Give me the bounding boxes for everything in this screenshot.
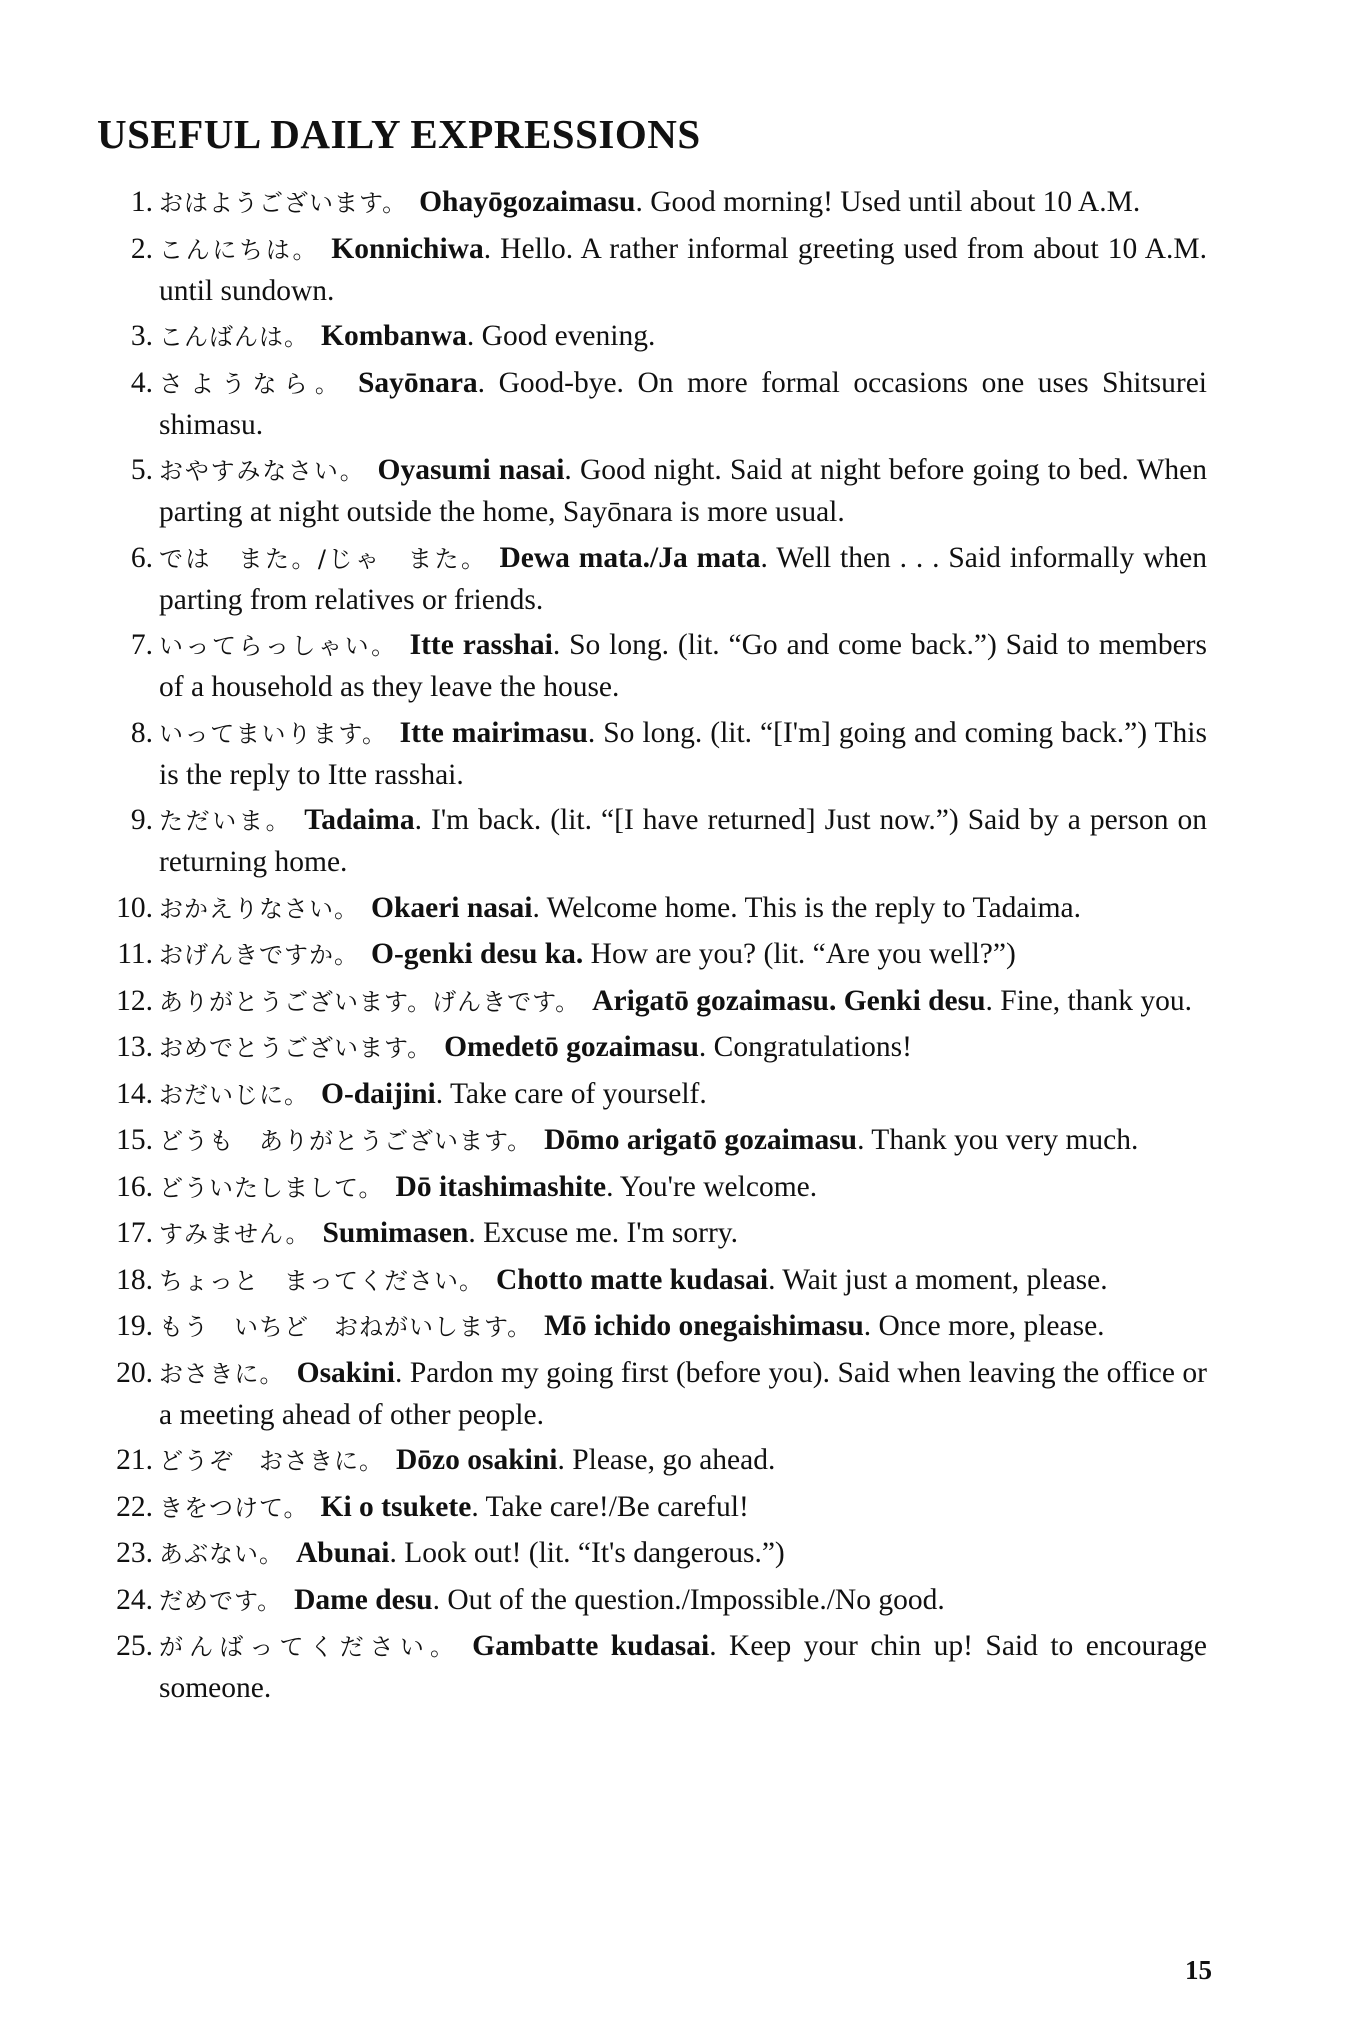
definition-text: . So long. (lit. “[I'm] going and coming back.”) This is the reply to Itte rasshai. xyxy=(159,716,1207,791)
definition-text: . Fine, thank you. xyxy=(985,984,1193,1017)
entry-number: 8. xyxy=(130,716,153,749)
expressions-list xyxy=(97,182,1207,1714)
definition-text: . Keep your chin up! Said to encourage someone. xyxy=(159,1630,1207,1704)
japanese-text: すみません。 xyxy=(159,1220,311,1248)
romaji-text: Dame desu xyxy=(294,1583,433,1616)
expression-entry xyxy=(97,1487,1207,1529)
page-number: 15 xyxy=(1185,1955,1212,1985)
definition-text: . Take care of yourself. xyxy=(435,1077,707,1110)
entry-number: 3. xyxy=(130,320,153,352)
japanese-text: きをつけて。 xyxy=(159,1493,309,1522)
expression-entry xyxy=(97,363,1207,446)
entry-number: 19. xyxy=(116,1310,153,1342)
definition-text: How are you? (lit. “Are you well?”) xyxy=(583,938,1016,970)
expression-entry xyxy=(97,1626,1207,1709)
entry-number: 9. xyxy=(130,804,153,836)
expression-entry xyxy=(97,713,1207,796)
expression-entry xyxy=(97,1580,1207,1622)
expression-entry xyxy=(97,800,1207,883)
entry-number: 11. xyxy=(117,938,153,970)
definition-text: . Please, go ahead. xyxy=(557,1444,776,1476)
expression-entry xyxy=(97,229,1207,312)
romaji-text: Itte rasshai xyxy=(409,629,553,661)
romaji-text: Ki o tsukete xyxy=(320,1490,472,1523)
definition-text: . You're welcome. xyxy=(606,1170,818,1203)
romaji-text: Kombanwa xyxy=(321,320,467,352)
japanese-text: おめでとうございます。 xyxy=(159,1034,433,1062)
entry-number: 22. xyxy=(116,1490,153,1523)
entry-number: 2. xyxy=(130,232,153,265)
definition-text: . Well then . . . Said informally when parting from relatives or friends. xyxy=(159,541,1207,616)
definition-text: . Pardon my going first (before you). Said when leaving the office or a meeting ahead of other people. xyxy=(159,1356,1207,1431)
romaji-text: Konnichiwa xyxy=(331,232,484,265)
romaji-text: Chotto matte kudasai xyxy=(496,1263,769,1296)
expression-entry xyxy=(97,316,1207,358)
expression-entry xyxy=(97,538,1207,621)
definition-text: . Good-bye. On more formal occasions one uses Shitsurei shimasu. xyxy=(159,366,1208,441)
japanese-text: では また。/じゃ また。 xyxy=(159,544,488,573)
definition-text: . Good night. Said at night before going to bed. When parting at night outside the home, Sayōnara is more usual. xyxy=(159,454,1208,528)
romaji-text: O-daijini xyxy=(321,1077,436,1110)
japanese-text: ちょっと まってください。 xyxy=(159,1266,484,1295)
romaji-text: Sumimasen xyxy=(322,1217,469,1249)
japanese-text: どうぞ おさきに。 xyxy=(159,1447,384,1475)
entry-number: 7. xyxy=(130,629,153,661)
romaji-text: Dōmo arigatō gozaimasu xyxy=(544,1124,858,1156)
japanese-text: いってらっしゃい。 xyxy=(159,632,398,660)
romaji-text: Dōzo osakini xyxy=(396,1444,558,1476)
expression-entry xyxy=(97,934,1207,976)
expression-entry xyxy=(97,1027,1207,1069)
japanese-text: おかえりなさい。 xyxy=(159,894,359,923)
entry-number: 1. xyxy=(130,186,153,218)
entry-number: 24. xyxy=(116,1583,153,1616)
expression-entry xyxy=(97,182,1207,224)
japanese-text: おはようございます。 xyxy=(159,189,408,217)
japanese-text: がんばってください。 xyxy=(159,1633,461,1661)
entry-number: 13. xyxy=(116,1031,153,1063)
japanese-text: おげんきですか。 xyxy=(159,941,359,969)
romaji-text: Itte mairimasu xyxy=(399,716,588,749)
romaji-text: Okaeri nasai xyxy=(371,891,533,924)
definition-text: . Hello. A rather informal greeting used from about 10 A.M. until sundown. xyxy=(159,232,1208,307)
expression-entry xyxy=(97,1213,1207,1255)
romaji-text: Omedetō gozaimasu xyxy=(444,1031,699,1063)
romaji-text: Abunai xyxy=(296,1537,390,1569)
entry-number: 5. xyxy=(130,454,153,486)
expression-entry xyxy=(97,981,1207,1023)
entry-number: 10. xyxy=(116,891,153,924)
entry-number: 21. xyxy=(116,1444,153,1476)
definition-text: . Look out! (lit. “It's dangerous.”) xyxy=(389,1537,785,1569)
definition-text: . Out of the question./Impossible./No good. xyxy=(432,1583,945,1616)
entry-number: 23. xyxy=(116,1537,153,1569)
definition-text: . Once more, please. xyxy=(863,1310,1105,1342)
romaji-text: Tadaima xyxy=(304,804,415,836)
japanese-text: ありがとうございます。げんきです。 xyxy=(159,987,581,1016)
japanese-text: だめです。 xyxy=(159,1586,283,1615)
japanese-text: もう いちど おねがいします。 xyxy=(159,1313,533,1341)
expression-entry xyxy=(97,1074,1207,1116)
expression-entry xyxy=(97,888,1207,930)
expression-entry xyxy=(97,1120,1207,1162)
japanese-text: どういたしまして。 xyxy=(159,1173,384,1202)
romaji-text: Gambatte kudasai xyxy=(472,1630,710,1662)
japanese-text: ただいま。 xyxy=(159,807,293,835)
japanese-text: こんにちは。 xyxy=(159,235,320,264)
expression-entry xyxy=(97,1533,1207,1575)
entry-number: 15. xyxy=(116,1124,153,1156)
definition-text: . So long. (lit. “Go and come back.”) Said to members of a household as they leave the house. xyxy=(159,629,1207,703)
romaji-text: Dewa mata./Ja mata xyxy=(499,541,761,574)
entry-number: 14. xyxy=(116,1077,153,1110)
romaji-text: Sayōnara xyxy=(358,366,478,399)
japanese-text: いってまいります。 xyxy=(159,719,388,748)
expression-entry xyxy=(97,1306,1207,1348)
definition-text: . Good morning! Used until about 10 A.M. xyxy=(635,186,1141,218)
expression-entry xyxy=(97,625,1207,708)
definition-text: . Congratulations! xyxy=(698,1031,912,1063)
expression-entry xyxy=(97,1167,1207,1209)
definition-text: . Thank you very much. xyxy=(857,1124,1139,1156)
romaji-text: Ohayōgozaimasu xyxy=(419,186,636,218)
entry-number: 20. xyxy=(116,1356,153,1389)
definition-text: . Wait just a moment, please. xyxy=(768,1263,1108,1296)
japanese-text: おさきに。 xyxy=(159,1359,285,1388)
romaji-text: Dō itashimashite xyxy=(395,1170,607,1203)
expression-entry xyxy=(97,1440,1207,1482)
entry-number: 6. xyxy=(130,541,153,574)
romaji-text: O-genki desu ka. xyxy=(371,938,584,970)
expression-entry xyxy=(97,1353,1207,1436)
entry-number: 16. xyxy=(116,1170,153,1203)
japanese-text: おだいじに。 xyxy=(159,1080,309,1109)
japanese-text: どうも ありがとうございます。 xyxy=(159,1127,533,1155)
romaji-text: Arigatō gozaimasu. Genki desu xyxy=(592,984,986,1017)
romaji-text: Osakini xyxy=(296,1356,396,1389)
romaji-text: Mō ichido onegaishimasu xyxy=(544,1310,864,1342)
japanese-text: あぶない。 xyxy=(159,1540,284,1568)
entry-number: 18. xyxy=(116,1263,153,1296)
expression-entry xyxy=(97,1260,1207,1302)
definition-text: . Take care!/Be careful! xyxy=(471,1490,749,1523)
japanese-text: さようなら。 xyxy=(159,369,346,398)
entry-number: 17. xyxy=(116,1217,153,1249)
page-title: USEFUL DAILY EXPRESSIONS xyxy=(97,111,701,157)
entry-number: 4. xyxy=(130,366,153,399)
entry-number: 25. xyxy=(116,1630,153,1662)
definition-text: . Excuse me. I'm sorry. xyxy=(468,1217,738,1249)
japanese-text: こんばんは。 xyxy=(159,323,309,351)
definition-text: . I'm back. (lit. “[I have returned] Just now.”) Said by a person on returning home. xyxy=(159,804,1208,878)
romaji-text: Oyasumi nasai xyxy=(377,454,565,486)
expression-entry xyxy=(97,450,1207,533)
definition-text: . Welcome home. This is the reply to Tadaima. xyxy=(532,891,1082,924)
japanese-text: おやすみなさい。 xyxy=(159,457,366,485)
definition-text: . Good evening. xyxy=(466,320,656,352)
entry-number: 12. xyxy=(116,984,153,1017)
